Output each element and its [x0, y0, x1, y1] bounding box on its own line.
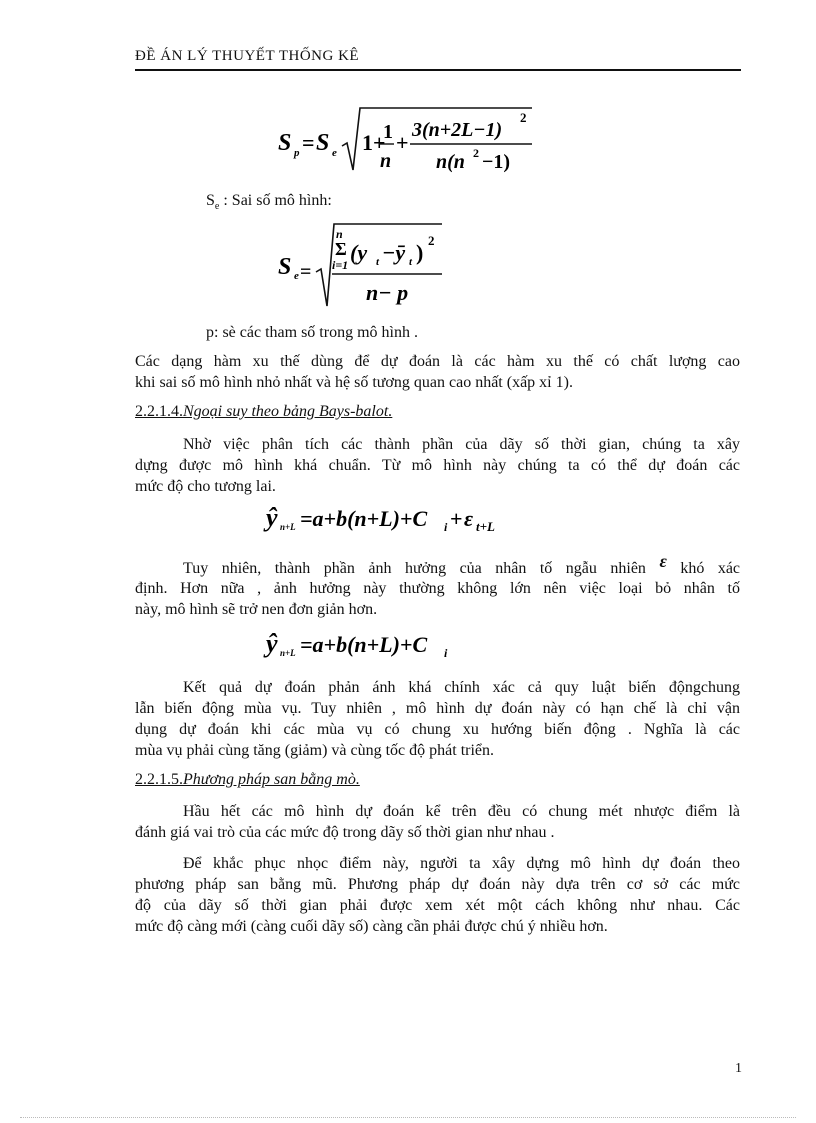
para4-line3: dụng dự đoán khi các mùa vụ có chung xu hướng biến động . Nghĩa là các — [135, 721, 740, 738]
fe-eq: = — [300, 261, 312, 283]
para5-line1: Hầu hết các mô hình dự đoán kể trên đều có chung mét nhược điểm là — [183, 803, 740, 820]
epsilon-symbol: ε — [659, 551, 667, 571]
para4-line2: lẫn biến động mùa vụ. Tuy nhiên , mô hình dự đoán này có hạn chế là chỉ vận — [135, 700, 740, 717]
page-bottom-divider — [20, 1117, 796, 1118]
page-number: 1 — [735, 1061, 742, 1076]
fe-minus: −ȳ — [382, 240, 406, 265]
section-2-2-1-5-title: Phương pháp san bằng mò. — [183, 771, 360, 788]
fe-close: ) — [416, 240, 424, 265]
section-2-2-1-4-title: Ngoại suy theo bảng Bays-balot. — [183, 403, 393, 420]
fe-sum: Σ — [335, 239, 347, 259]
para6-line3: độ của dãy số thời gian phải được xem xét một cách không như nhau. Các — [135, 897, 740, 914]
fe-sum-bottom: i=1 — [332, 258, 349, 272]
fy1-eps-sub: t+L — [476, 519, 495, 534]
para2-line3: mức độ cho tương lai. — [135, 478, 276, 495]
para1-line2: khi sai số mô hình nhỏ nhất và hệ số tương quan cao nhất (xấp xỉ 1). — [135, 374, 573, 391]
fy1-plus: + — [450, 506, 463, 531]
para3-line3: này, mô hình sẽ trở nen đơn giản hơn. — [135, 601, 378, 618]
formula-model-error — [272, 218, 452, 310]
fp-den-b: −1) — [482, 151, 511, 173]
para3-text-b: khó xác — [680, 560, 741, 577]
fe-num: (y — [350, 240, 368, 265]
section-2-2-1-5 — [135, 771, 360, 789]
fp-num: 3(n+2L−1) — [412, 119, 503, 141]
fp-lhs-sub: p — [294, 147, 300, 159]
fe-sum-top: n — [336, 227, 343, 241]
fy1-ci-sub: i — [444, 520, 448, 534]
fy2-ci-sub: i — [444, 646, 448, 660]
page-header: ĐỀ ÁN LÝ THUYẾT THỐNG KÊ — [135, 48, 741, 71]
fp-num-sup: 2 — [520, 110, 527, 125]
para6-line1: Để khắc phục nhọc điểm này, người ta xây dựng mô hình dự đoán theo — [183, 855, 740, 872]
fy1-eps: ε — [464, 506, 474, 531]
fp-den-sup: 2 — [473, 146, 479, 160]
se-label-sub: e — [214, 201, 220, 213]
fp-frac1-den: n — [380, 150, 392, 172]
fp-frac1-num: 1 — [383, 121, 393, 143]
fp-plus1: + — [373, 130, 386, 155]
para3-text-a: Tuy nhiên, thành phần ảnh hưởng của nhân tố ngẫu nhiên — [183, 560, 646, 577]
section-2-2-1-4 — [135, 403, 392, 421]
fy2-y: ŷ — [266, 629, 278, 658]
para6-line2: phương pháp san bằng mũ. Phương pháp dự đoán này dựa trên cơ sở các mức — [135, 876, 740, 893]
formula-forecast-with-error — [262, 498, 532, 538]
para3-line1 — [183, 551, 741, 579]
para6-line4: mức độ càng mới (càng cuối dãy số) càng cần phải được chú ý nhiều hơn. — [135, 918, 608, 935]
fe-lhs: S — [278, 254, 292, 280]
para5-line2: đánh giá vai trò của các mức độ trong dãy số thời gian như nhau . — [135, 824, 555, 841]
fp-eq: = — [302, 130, 315, 155]
section-2-2-1-4-num: 2.2.1.4. — [135, 403, 183, 420]
fp-den-a: n(n — [436, 151, 465, 173]
fp-s-sub: e — [332, 147, 337, 159]
fe-num-sup: 2 — [428, 233, 435, 248]
p-label: p: sè các tham số trong mô hình . — [206, 324, 418, 341]
fy2-sub: n+L — [280, 648, 296, 658]
se-label — [206, 190, 332, 217]
fp-one: 1 — [362, 130, 373, 155]
se-label-rest: : Sai số mô hình: — [219, 192, 332, 209]
para2-line2: dựng được mô hình khá chuẩn. Từ mô hình này chúng ta có thể dự đoán các — [135, 457, 740, 474]
fy1-rhs: =a+b(n+L)+C — [300, 506, 428, 531]
fe-lhs-sub: e — [294, 270, 299, 282]
para1-line1: Các dạng hàm xu thế dùng để dự đoán là các hàm xu thế có chất lượng cao — [135, 353, 740, 370]
fp-plus2: + — [396, 130, 409, 155]
para4-line1: Kết quả dự đoán phản ánh khá chính xác cả quy luật biến độngchung — [183, 679, 740, 696]
para3-line2: định. Hơn nữa , ảnh hưởng này thường không lớn nên việc loại bỏ nhân tố — [135, 580, 740, 597]
fe-num-sub2: t — [409, 256, 413, 268]
fe-num-sub: t — [376, 256, 380, 268]
formula-forecast-error — [270, 100, 550, 180]
para2-line1: Nhờ việc phân tích các thành phần của dãy số thời gian, chúng ta xây — [183, 436, 740, 453]
fp-lhs: S — [278, 130, 292, 156]
fy1-y: ŷ — [266, 503, 278, 532]
formula-forecast — [262, 624, 482, 664]
se-label-s: S — [206, 192, 215, 209]
para4-line4: mùa vụ phải cùng tăng (giảm) và cùng tốc độ phát triển. — [135, 742, 495, 759]
fy1-sub: n+L — [280, 522, 296, 532]
fy2-rhs: =a+b(n+L)+C — [300, 632, 428, 657]
fp-s: S — [316, 130, 330, 156]
section-2-2-1-5-num: 2.2.1.5. — [135, 771, 183, 788]
fe-den: n− p — [366, 280, 409, 305]
